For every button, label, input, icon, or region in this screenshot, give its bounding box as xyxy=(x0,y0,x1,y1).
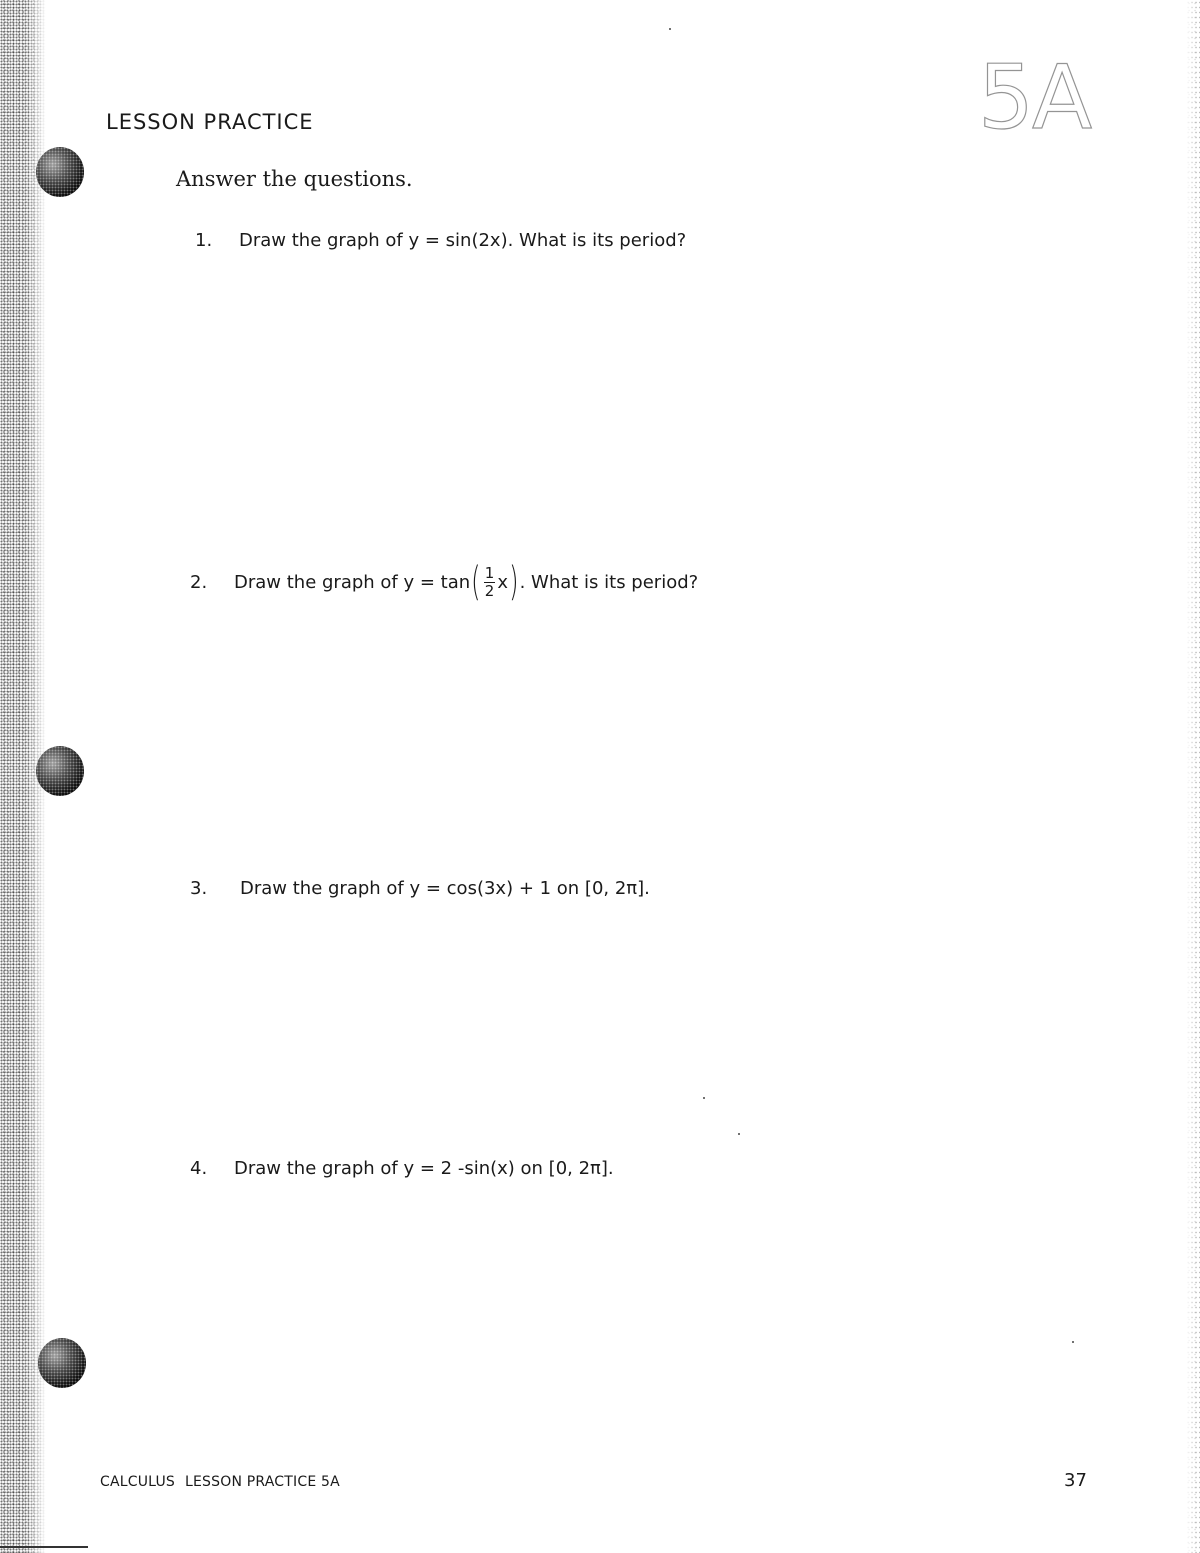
scan-speck xyxy=(669,28,671,30)
binder-hole-icon xyxy=(36,746,84,796)
question-number: 3. xyxy=(190,878,208,899)
left-paren: ( xyxy=(471,559,481,605)
footer-section: LESSON PRACTICE 5A xyxy=(185,1474,340,1490)
question-4 xyxy=(190,1158,614,1179)
binder-hole-icon xyxy=(36,147,84,197)
right-paren: ) xyxy=(509,559,519,605)
question-number: 4. xyxy=(190,1158,208,1179)
fraction-variable: x xyxy=(497,571,508,593)
question-text: Draw the graph of y = sin(2x). What is its period? xyxy=(239,230,687,251)
fraction-denominator: 2 xyxy=(484,581,495,600)
footer-course: CALCULUS xyxy=(100,1474,176,1490)
question-1 xyxy=(195,230,686,251)
instructions: Answer the questions. xyxy=(176,167,413,191)
question-text-suffix: . What is its period? xyxy=(519,571,699,593)
question-2 xyxy=(190,559,699,605)
page-number: 37 xyxy=(1064,1470,1087,1491)
scan-speck xyxy=(1072,1341,1074,1343)
question-text xyxy=(234,559,699,605)
scan-speck xyxy=(738,1133,740,1135)
question-3 xyxy=(190,878,650,899)
question-number: 1. xyxy=(195,230,213,251)
scan-bottom-rule xyxy=(0,1546,88,1548)
scan-speck xyxy=(703,1097,705,1099)
lesson-corner-badge: 5A xyxy=(978,46,1091,149)
question-text: Draw the graph of y = 2 -sin(x) on [0, 2π]. xyxy=(234,1158,614,1179)
question-text: Draw the graph of y = cos(3x) + 1 on [0, 2π]. xyxy=(240,878,650,899)
fraction-numerator: 1 xyxy=(484,563,495,582)
scan-edge-right xyxy=(1186,0,1200,1553)
footer-course-label xyxy=(100,1474,340,1490)
binder-hole-icon xyxy=(38,1338,86,1388)
fraction xyxy=(484,563,496,600)
question-text-prefix: Draw the graph of y = tan xyxy=(234,571,471,593)
page-heading: LESSON PRACTICE xyxy=(106,110,314,134)
question-number: 2. xyxy=(190,571,208,593)
